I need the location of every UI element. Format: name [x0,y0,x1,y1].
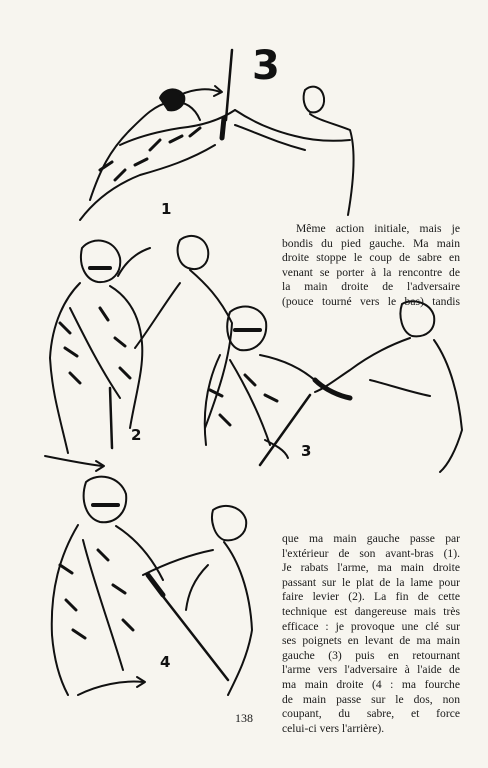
text-line: l'arme vers l'adversaire à l'aide de [282,663,460,677]
illustration-step-3 [190,300,480,475]
step-label-1: 1 [161,200,172,218]
paragraph-2 [282,532,460,736]
text-line: gauche (3) puis en retournant [282,648,460,662]
text-line: coupant, du sabre, et force [282,707,460,721]
text-line: (pouce tourné vers le bas) tandis [282,294,460,308]
text-line: Je rabats l'arme, ma main droite [282,561,460,575]
text-line: technique est dangereuse mais très [282,604,460,618]
sequence-number: 3 [252,43,280,89]
text-line: Même action initiale, mais je [296,222,460,235]
text-line: passant sur le plat de la lame pour [282,575,460,589]
text-line: que ma main gauche passe par [282,532,460,545]
illustration-step-4 [38,470,278,700]
page-number: 138 [235,711,253,725]
text-line: bondis du pied gauche. Ma main [282,236,460,250]
text-line: celui-ci vers l'arrière). [282,721,385,735]
text-line: l'extérieur de son avant-bras (1). [282,546,460,560]
text-line: faire levier (2). La fin de cette [282,590,460,604]
step-label-3: 3 [301,442,312,460]
illustration-step-1 [60,50,370,230]
text-line: la main droite de l'adversaire [282,280,460,294]
text-line: droite stoppe le coup de sabre en [282,251,460,265]
step-label-2: 2 [131,426,142,444]
paragraph-1 [282,222,460,310]
text-line: venant se porter à la rencontre de [282,265,460,279]
step-label-4: 4 [160,653,171,671]
text-line: efficace : je provoque une clé sur [282,619,460,633]
text-line: ma main droite (4 : ma fourche [282,677,460,691]
text-line: de main passe sur le dos, non [282,692,460,706]
text-line: ses poignets en levant de ma main [282,634,460,648]
